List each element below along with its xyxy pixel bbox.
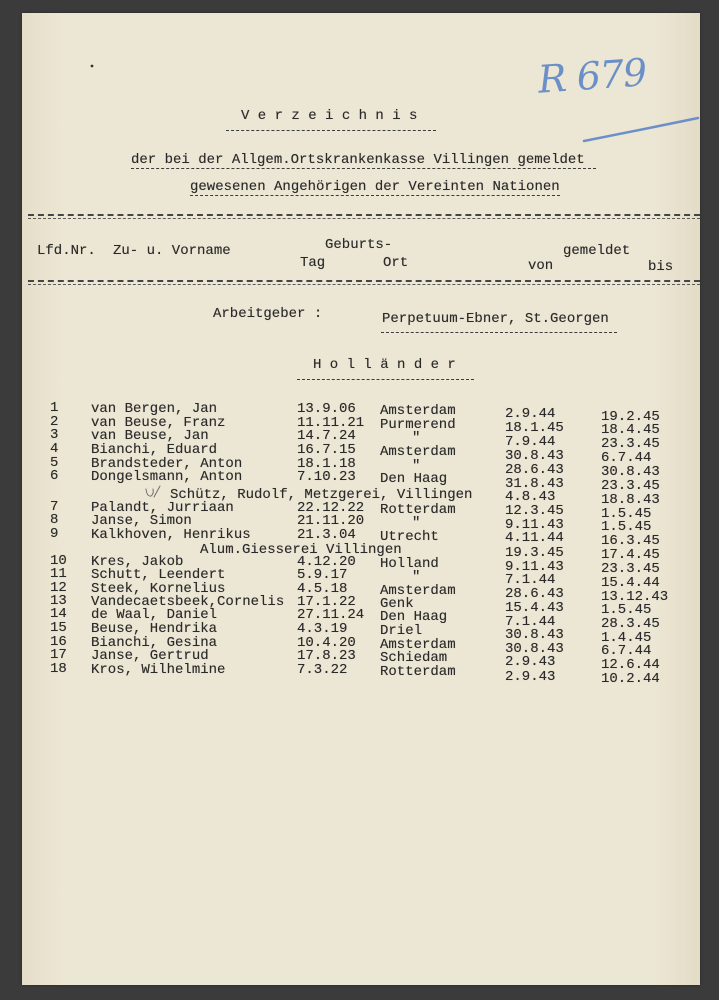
row-number: 14 [50,606,67,622]
row-birth-day: 18.1.18 [297,456,356,472]
row-birth-day: 4.5.18 [297,581,348,597]
row-name: Alum.Giesserei Villingen [200,542,402,558]
row-registered-to: 6.7.44 [601,643,652,659]
row-registered-from: 2.9.43 [505,654,556,670]
row-birth-place: Amsterdam [380,444,456,460]
row-number: 16 [50,634,67,650]
row-birth-day: 17.8.23 [297,648,356,664]
row-registered-from: 30.8.43 [505,448,564,464]
row-birth-place: Amsterdam [380,583,456,599]
row-registered-from: 19.3.45 [505,545,564,561]
column-number-label: Lfd.Nr. [37,243,96,259]
row-registered-to: 1.5.45 [601,602,652,618]
row-name: Schutt, Leendert [91,567,226,583]
column-name-label: Zu- u. Vorname [113,243,231,259]
row-number: 9 [50,526,59,542]
row-birth-place: Rotterdam [380,664,456,680]
row-birth-place: Holland [380,556,439,572]
row-birth-day: 21.3.04 [297,527,356,543]
row-name: Bianchi, Eduard [91,442,218,458]
row-registered-from: 30.8.43 [505,641,564,657]
row-registered-from: 4.11.44 [505,530,564,546]
row-registered-to: 23.3.45 [601,478,660,494]
row-name: van Bergen, Jan [91,401,218,417]
row-registered-to: 28.3.45 [601,616,660,632]
row-registered-to: 15.4.44 [601,575,660,591]
row-number: 15 [50,620,67,636]
row-birth-day: 11.11.21 [297,415,365,431]
row-birth-place: Rotterdam [380,502,456,518]
row-number: 10 [50,553,67,569]
row-registered-to: 12.6.44 [601,657,660,673]
document-title: V e r z e i c h n i s [241,108,418,124]
row-birth-place: Driel [380,623,423,639]
row-registered-from: 4.8.43 [505,489,556,505]
row-registered-from: 28.6.43 [505,586,564,602]
row-registered-from: 18.1.45 [505,420,564,436]
row-registered-from: 2.9.44 [505,406,556,422]
row-registered-to: 23.3.45 [601,561,660,577]
row-registered-from: 15.4.43 [505,600,564,616]
row-name: Janse, Gertrud [91,648,209,664]
row-name: Steek, Kornelius [91,581,226,597]
row-birth-day: 14.7.24 [297,428,356,444]
row-number: 5 [50,455,59,471]
row-number: 18 [50,661,67,677]
row-registered-to: 1.5.45 [601,506,652,522]
row-name: Kros, Wilhelmine [91,662,226,678]
row-registered-to: 10.2.44 [601,671,660,687]
row-birth-place: Utrecht [380,529,439,545]
row-registered-to: 16.3.45 [601,533,660,549]
column-birth-day-label: Tag [300,255,326,271]
row-registered-from: 12.3.45 [505,503,564,519]
row-registered-to: 18.8.43 [601,492,660,508]
row-registered-to: 17.4.45 [601,547,660,563]
row-number: 17 [50,647,67,663]
row-name: Kres, Jakob [91,554,184,570]
row-name: Beuse, Hendrika [91,621,218,637]
row-birth-day: 4.3.19 [297,621,348,637]
row-birth-day: 21.11.20 [297,513,365,529]
row-birth-day: 22.12.22 [297,500,365,516]
row-birth-place: Den Haag [380,471,448,487]
row-birth-place: Genk [380,596,414,612]
row-name: van Beuse, Franz [91,415,226,431]
row-number: 3 [50,427,59,443]
row-name: Dongelsmann, Anton [91,469,243,485]
row-number: 2 [50,414,59,430]
row-birth-day: 7.3.22 [297,662,348,678]
row-name: Brandsteder, Anton [91,456,243,472]
row-registered-to: 23.3.45 [601,436,660,452]
row-birth-day: 10.4.20 [297,635,356,651]
column-registered-from-label: von [528,258,554,274]
column-birth-label: Geburts- [325,237,393,253]
row-birth-day: 17.1.22 [297,594,356,610]
row-birth-day: 27.11.24 [297,607,365,623]
row-name: van Beuse, Jan [91,428,209,444]
row-number: 11 [50,566,67,582]
column-registered-to-label: bis [648,259,674,275]
row-registered-to: 18.4.45 [601,422,660,438]
row-birth-place: " [412,515,421,531]
row-number: 8 [50,512,59,528]
row-registered-from: 30.8.43 [505,627,564,643]
row-registered-to: 30.8.43 [601,464,660,480]
employer-label: Arbeitgeber : [213,306,323,322]
row-birth-place: Purmerend [380,417,456,433]
row-birth-day: 7.10.23 [297,469,356,485]
row-birth-place: " [412,458,421,474]
row-registered-to: 19.2.45 [601,409,660,425]
row-number: 6 [50,468,59,484]
row-name: Vandecaetsbeek,Cornelis [91,594,285,610]
row-name: de Waal, Daniel [91,607,218,623]
subtitle-line-1: der bei der Allgem.Ortskrankenkasse Villingen gemeldet [131,152,585,168]
row-birth-place: Schiedam [380,650,448,666]
row-birth-day: 4.12.20 [297,554,356,570]
row-number: 12 [50,580,67,596]
row-birth-day: 13.9.06 [297,401,356,417]
subtitle-line-2: gewesenen Angehörigen der Vereinten Nationen [190,179,560,195]
row-birth-place: " [412,430,421,446]
row-name: Kalkhoven, Henrikus [91,527,251,543]
row-birth-place: Amsterdam [380,403,456,419]
row-registered-from: 7.1.44 [505,572,556,588]
row-number: 1 [50,400,59,416]
row-registered-from: 7.9.44 [505,434,556,450]
row-name: Schütz, Rudolf, Metzgerei, Villingen [170,487,473,503]
row-birth-place: Den Haag [380,609,448,625]
row-name: Palandt, Jurriaan [91,500,234,516]
row-registered-from: 7.1.44 [505,614,556,630]
column-birth-place-label: Ort [383,255,409,271]
row-registered-to: 1.5.45 [601,519,652,535]
row-registered-to: 1.4.45 [601,630,652,646]
archive-number-handwritten: R 679 [536,50,648,102]
row-registered-to: 6.7.44 [601,450,652,466]
employer-name: Perpetuum-Ebner, St.Georgen [382,311,609,327]
row-birth-place: " [412,569,421,585]
column-registered-label: gemeldet [563,243,631,259]
row-registered-from: 2.9.43 [505,669,556,685]
row-number: 7 [50,499,59,515]
row-birth-place: Amsterdam [380,637,456,653]
row-number: 13 [50,593,67,609]
group-heading: H o l l ä n d e r [313,357,456,373]
row-registered-from: 9.11.43 [505,517,564,533]
row-number: 4 [50,441,59,457]
row-name: Janse, Simon [91,513,192,529]
row-birth-day: 16.7.15 [297,442,356,458]
row-registered-from: 28.6.43 [505,462,564,478]
row-registered-from: 31.8.43 [505,476,564,492]
row-registered-from: 9.11.43 [505,559,564,575]
row-registered-to: 13.12.43 [601,589,669,605]
row-birth-day: 5.9.17 [297,567,348,583]
row-name: Bianchi, Gesina [91,635,218,651]
